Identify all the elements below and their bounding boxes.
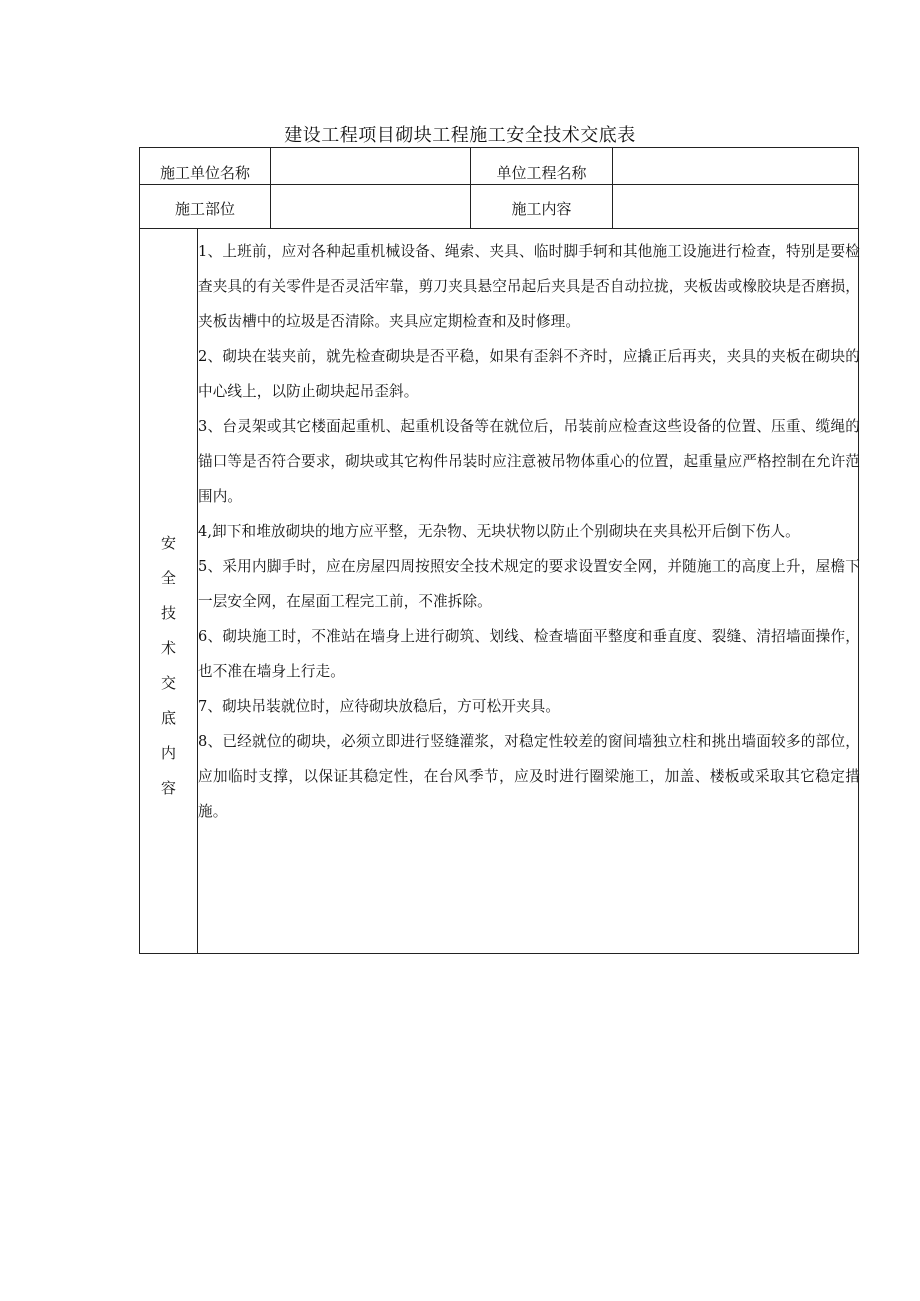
side-label-line: 安全 xyxy=(160,534,186,587)
safety-content-label xyxy=(140,526,197,806)
safety-item: 2、砌块在装夹前，就先检查砌块是否平稳，如果有歪斜不齐时，应撬正后再夹，夹具的夹板在砌块的中心线上，以防止砌块起吊歪斜。 xyxy=(198,348,860,400)
safety-item: 8、已经就位的砌块，必须立即进行竖缝灌浆，对稳定性较差的窗间墙独立柱和挑出墙面较多的部位，应加临时支撑，以保证其稳定性，在台风季节，应及时进行圈梁施工，加盖、楼板或采取其它稳定措施。 xyxy=(198,733,860,820)
construction-unit-label: 施工单位名称 xyxy=(159,164,250,182)
safety-item: 5、采用内脚手时，应在房屋四周按照安全技术规定的要求设置安全网，并随施工的高度上升，屋檐下一层安全网，在屋面工程完工前，不准拆除。 xyxy=(198,558,860,610)
safety-item: 7、砌块吊装就位时，应待砌块放稳后，方可松开夹具。 xyxy=(198,698,561,715)
row-divider xyxy=(140,228,858,229)
side-label-line: 内容 xyxy=(160,744,186,797)
row-divider xyxy=(140,184,858,185)
side-label-line: 技术 xyxy=(160,604,186,657)
safety-item: 4,卸下和堆放砌块的地方应平整，无杂物、无块状物以防止个别砌块在夹具松开后倒下伤人。 xyxy=(198,523,800,540)
safety-content xyxy=(198,234,860,829)
construction-part-label: 施工部位 xyxy=(174,200,235,218)
column-divider xyxy=(612,148,613,228)
document-title: 建设工程项目砌块工程施工安全技术交底表 xyxy=(284,125,636,146)
side-label-line: 交底 xyxy=(160,674,186,727)
unit-project-label: 单位工程名称 xyxy=(496,164,587,182)
safety-item: 3、台灵架或其它楼面起重机、起重机设备等在就位后，吊装前应检查这些设备的位置、压重、缆绳的锚口等是否符合要求，砌块或其它构件吊装时应注意被吊物体重心的位置，起重量应严格控制在允许范围内。 xyxy=(198,418,860,505)
construction-content-label: 施工内容 xyxy=(511,200,572,218)
safety-disclosure-table xyxy=(139,147,859,954)
safety-item: 1、上班前，应对各种起重机械设备、绳索、夹具、临时脚手轲和其他施工设施进行检查，特别是要检查夹具的有关零件是否灵活牢靠，剪刀夹具悬空吊起后夹具是否自动拉拢，夹板齿或橡胶块是否磨损，夹板齿槽中的垃圾是否清除。夹具应定期检查和及时修理。 xyxy=(198,243,860,330)
column-divider xyxy=(270,148,271,228)
safety-item: 6、砌块施工时，不准站在墙身上进行砌筑、划线、检查墙面平整度和垂直度、裂缝、清招墙面操作，也不准在墙身上行走。 xyxy=(198,628,860,680)
